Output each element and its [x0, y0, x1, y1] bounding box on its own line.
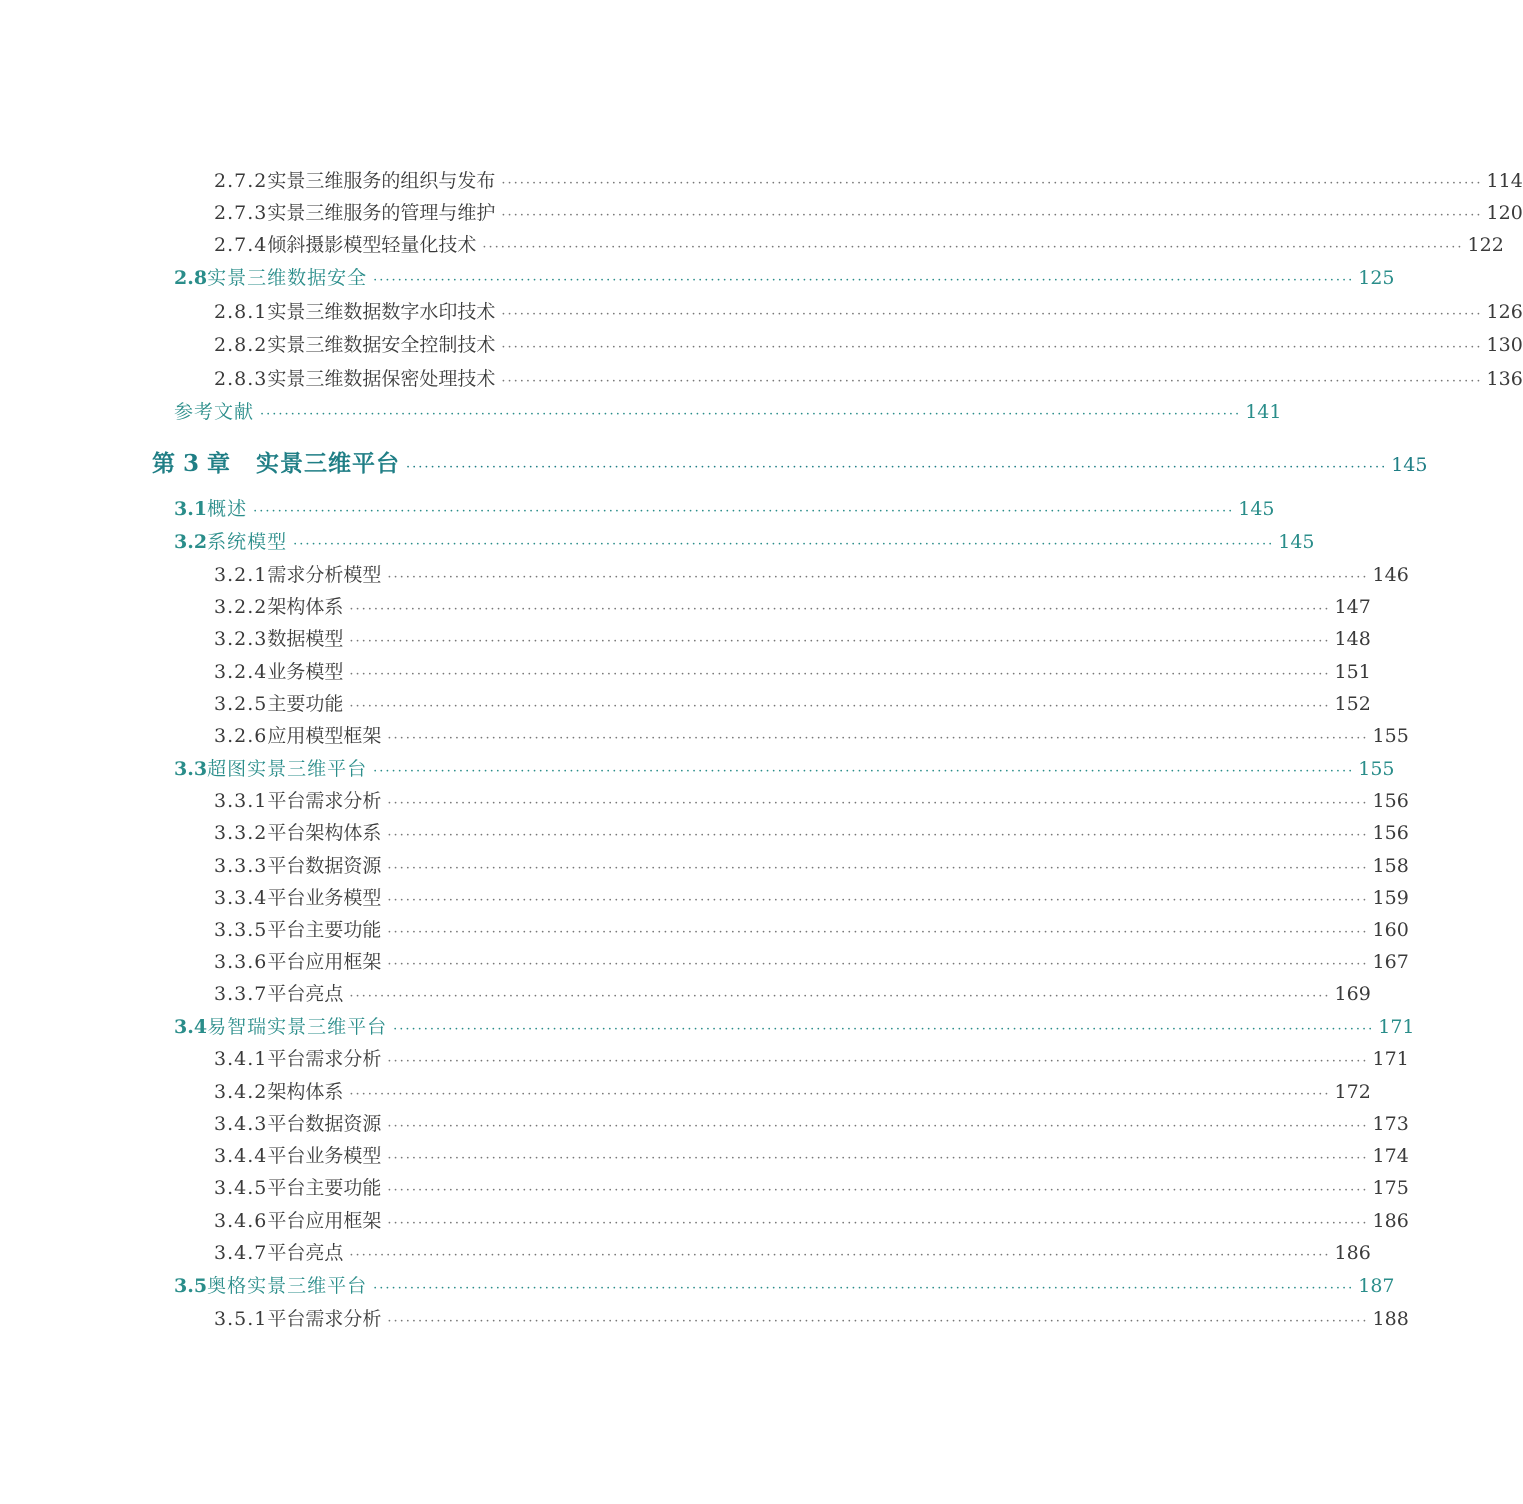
- entry-number: 2.7.3: [214, 202, 268, 224]
- dot-leader: ································································································································································: [393, 1022, 1375, 1037]
- page-number: 158: [1372, 855, 1409, 877]
- page-number: 151: [1334, 661, 1371, 683]
- entry-number: 3.3.7: [214, 983, 268, 1005]
- page-number: 122: [1467, 234, 1504, 256]
- dot-leader: ································································································································································: [349, 1087, 1331, 1102]
- dot-leader: ································································································································································: [349, 634, 1331, 649]
- page-number: 126: [1486, 301, 1523, 323]
- dot-leader: ································································································································································: [253, 504, 1235, 519]
- entry-title: 平台需求分析: [267, 1048, 382, 1070]
- entry-title: 实景三维数据安全控制技术: [267, 334, 496, 356]
- toc-entry: [174, 1271, 1395, 1298]
- entry-number: 3.4.7: [214, 1242, 268, 1264]
- page-number: 173: [1372, 1113, 1409, 1135]
- toc-entry: [214, 883, 1409, 910]
- entry-number: 3.3.6: [214, 951, 268, 973]
- entry-number: 3.3.2: [214, 822, 268, 844]
- page-number: 187: [1358, 1275, 1395, 1297]
- entry-number: 2.7.2: [214, 170, 268, 192]
- entry-title: 参考文献: [174, 401, 255, 423]
- entry-title: 实景三维平台: [256, 450, 401, 477]
- entry-title: 平台需求分析: [267, 1308, 382, 1330]
- page-number: 186: [1372, 1210, 1409, 1232]
- page-number: 136: [1486, 368, 1523, 390]
- dot-leader: ································································································································································: [387, 957, 1369, 972]
- entry-title: 需求分析模型: [267, 564, 382, 586]
- page-number: 156: [1372, 790, 1409, 812]
- page-number: 145: [1391, 454, 1428, 476]
- page-number: 186: [1334, 1242, 1371, 1264]
- toc-entry: [214, 1173, 1409, 1200]
- dot-leader: ································································································································································: [387, 1183, 1369, 1198]
- entry-title: 平台亮点: [267, 1242, 344, 1264]
- entry-title: 实景三维服务的组织与发布: [267, 170, 496, 192]
- toc-entry: [174, 263, 1395, 290]
- entry-number: 3.2.5: [214, 693, 268, 715]
- toc-entry: [214, 592, 1371, 619]
- toc-entry: [214, 721, 1409, 748]
- entry-number: 3.2.2: [214, 596, 268, 618]
- toc-entry: [214, 1238, 1371, 1265]
- entry-title: 平台业务模型: [267, 887, 382, 909]
- toc-entry: [214, 624, 1371, 651]
- page-number: 141: [1245, 401, 1282, 423]
- dot-leader: ································································································································································: [501, 176, 1483, 191]
- page-number: 174: [1372, 1145, 1409, 1167]
- page-number: 159: [1372, 887, 1409, 909]
- entry-title: 倾斜摄影模型轻量化技术: [267, 234, 477, 256]
- entry-number: 3.3.5: [214, 919, 268, 941]
- page-number: 145: [1238, 498, 1275, 520]
- toc-chapter-entry: [152, 445, 1428, 478]
- dot-leader: ································································································································································: [387, 828, 1369, 843]
- entry-title: 平台亮点: [267, 983, 344, 1005]
- entry-title: 易智瑞实景三维平台: [207, 1016, 388, 1038]
- entry-number: 3.2.3: [214, 628, 268, 650]
- page-number: 146: [1372, 564, 1409, 586]
- page-number: 169: [1334, 983, 1371, 1005]
- toc-entry: [174, 754, 1395, 781]
- page-number: 171: [1378, 1016, 1415, 1038]
- entry-number: 3.4.1: [214, 1048, 268, 1070]
- dot-leader: ································································································································································: [482, 240, 1464, 255]
- entry-title: 平台数据资源: [267, 855, 382, 877]
- page-number: 175: [1372, 1177, 1409, 1199]
- entry-title: 架构体系: [267, 1081, 344, 1103]
- toc-entry: [214, 230, 1504, 257]
- dot-leader: ································································································································································: [293, 537, 1275, 552]
- page-number: 188: [1372, 1308, 1409, 1330]
- entry-title: 业务模型: [267, 661, 344, 683]
- dot-leader: ································································································································································: [387, 796, 1369, 811]
- dot-leader: ································································································································································: [373, 273, 1355, 288]
- page-number: 160: [1372, 919, 1409, 941]
- entry-title: 主要功能: [267, 693, 344, 715]
- toc-entry: [214, 1044, 1409, 1071]
- toc-entry: [174, 494, 1275, 521]
- entry-title: 实景三维数据保密处理技术: [267, 368, 496, 390]
- entry-title: 应用模型框架: [267, 725, 382, 747]
- entry-title: 平台主要功能: [267, 919, 382, 941]
- entry-title: 平台业务模型: [267, 1145, 382, 1167]
- entry-title: 实景三维数据安全: [207, 267, 368, 289]
- entry-number: 3.2.1: [214, 564, 268, 586]
- entry-number: 3.2.6: [214, 725, 268, 747]
- page-number: 155: [1358, 758, 1395, 780]
- dot-leader: ································································································································································: [387, 1119, 1369, 1134]
- page-number: 120: [1486, 202, 1523, 224]
- toc-entry: [214, 979, 1371, 1006]
- toc-entry: [214, 1109, 1409, 1136]
- entry-number: 2.8: [174, 267, 208, 289]
- toc-entry: [214, 818, 1409, 845]
- page-number: 130: [1486, 334, 1523, 356]
- entry-title: 平台架构体系: [267, 822, 382, 844]
- entry-number: 3.5: [174, 1275, 208, 1297]
- entry-number: 3.3.1: [214, 790, 268, 812]
- toc-entry: [214, 786, 1409, 813]
- dot-leader: ································································································································································: [501, 208, 1483, 223]
- toc-entry: [214, 1141, 1409, 1168]
- entry-number: 3.3.4: [214, 887, 268, 909]
- dot-leader: ································································································································································: [373, 1281, 1355, 1296]
- entry-title: 概述: [207, 498, 248, 520]
- page-number: 152: [1334, 693, 1371, 715]
- dot-leader: ································································································································································: [387, 1151, 1369, 1166]
- entry-number: 3.2: [174, 531, 208, 553]
- entry-number: 2.8.2: [214, 334, 268, 356]
- dot-leader: ································································································································································: [349, 602, 1331, 617]
- entry-number: 3.4.3: [214, 1113, 268, 1135]
- toc-entry: [174, 527, 1315, 554]
- entry-title: 平台主要功能: [267, 1177, 382, 1199]
- dot-leader: ································································································································································: [373, 764, 1355, 779]
- toc-entry: [214, 1077, 1371, 1104]
- entry-number: 2.7.4: [214, 234, 268, 256]
- dot-leader: ································································································································································: [260, 407, 1242, 422]
- entry-number: 3.5.1: [214, 1308, 268, 1330]
- toc-entry: [214, 330, 1523, 357]
- toc-entry: [174, 1012, 1415, 1039]
- entry-number: 3.4.6: [214, 1210, 268, 1232]
- dot-leader: ································································································································································: [501, 340, 1483, 355]
- toc-entry: [214, 560, 1409, 587]
- toc-entry: [214, 947, 1409, 974]
- entry-title: 架构体系: [267, 596, 344, 618]
- dot-leader: ································································································································································: [349, 1248, 1331, 1263]
- dot-leader: ································································································································································: [349, 699, 1331, 714]
- entry-title: 平台需求分析: [267, 790, 382, 812]
- entry-title: 超图实景三维平台: [207, 758, 368, 780]
- toc-entry: [214, 915, 1409, 942]
- dot-leader: ································································································································································: [349, 667, 1331, 682]
- page-number: 114: [1486, 170, 1523, 192]
- dot-leader: ································································································································································: [387, 731, 1369, 746]
- entry-title: 实景三维服务的管理与维护: [267, 202, 496, 224]
- toc-entry: [214, 297, 1523, 324]
- entry-number: 3.4.4: [214, 1145, 268, 1167]
- entry-title: 实景三维数据数字水印技术: [267, 301, 496, 323]
- entry-number: 3.3.3: [214, 855, 268, 877]
- entry-title: 平台数据资源: [267, 1113, 382, 1135]
- entry-number: 2.8.3: [214, 368, 268, 390]
- entry-number: 第 3 章: [152, 450, 231, 477]
- toc-entry: [214, 1206, 1409, 1233]
- toc-entry: [214, 851, 1409, 878]
- dot-leader: ································································································································································: [387, 1216, 1369, 1231]
- entry-title: 系统模型: [207, 531, 288, 553]
- toc-entry: [214, 657, 1371, 684]
- page-number: 145: [1278, 531, 1315, 553]
- entry-title: 平台应用框架: [267, 1210, 382, 1232]
- toc-references-entry: [174, 397, 1282, 424]
- toc-entry: [214, 689, 1371, 716]
- page-number: 172: [1334, 1081, 1371, 1103]
- dot-leader: ································································································································································: [387, 570, 1369, 585]
- dot-leader: ································································································································································: [501, 374, 1483, 389]
- entry-number: 3.4.5: [214, 1177, 268, 1199]
- page-number: 148: [1334, 628, 1371, 650]
- page-number: 147: [1334, 596, 1371, 618]
- entry-number: 3.3: [174, 758, 208, 780]
- entry-number: 3.4.2: [214, 1081, 268, 1103]
- dot-leader: ································································································································································: [387, 925, 1369, 940]
- page-number: 125: [1358, 267, 1395, 289]
- dot-leader: ································································································································································: [387, 1054, 1369, 1069]
- toc-entry: [214, 1304, 1409, 1331]
- dot-leader: ································································································································································: [349, 989, 1331, 1004]
- dot-leader: ································································································································································: [387, 1314, 1369, 1329]
- entry-title: 奥格实景三维平台: [207, 1275, 368, 1297]
- entry-number: 3.2.4: [214, 661, 268, 683]
- page-number: 156: [1372, 822, 1409, 844]
- entry-number: 3.4: [174, 1016, 208, 1038]
- page-number: 155: [1372, 725, 1409, 747]
- entry-title: 数据模型: [267, 628, 344, 650]
- dot-leader: ································································································································································: [501, 307, 1483, 322]
- entry-number: 2.8.1: [214, 301, 268, 323]
- entry-number: 3.1: [174, 498, 208, 520]
- dot-leader: ································································································································································: [387, 861, 1369, 876]
- page-number: 167: [1372, 951, 1409, 973]
- dot-leader: ································································································································································: [406, 460, 1388, 475]
- toc-entry: [214, 364, 1523, 391]
- toc-entry: [214, 198, 1523, 225]
- dot-leader: ································································································································································: [387, 893, 1369, 908]
- entry-title: 平台应用框架: [267, 951, 382, 973]
- toc-entry: [214, 166, 1523, 193]
- page-number: 171: [1372, 1048, 1409, 1070]
